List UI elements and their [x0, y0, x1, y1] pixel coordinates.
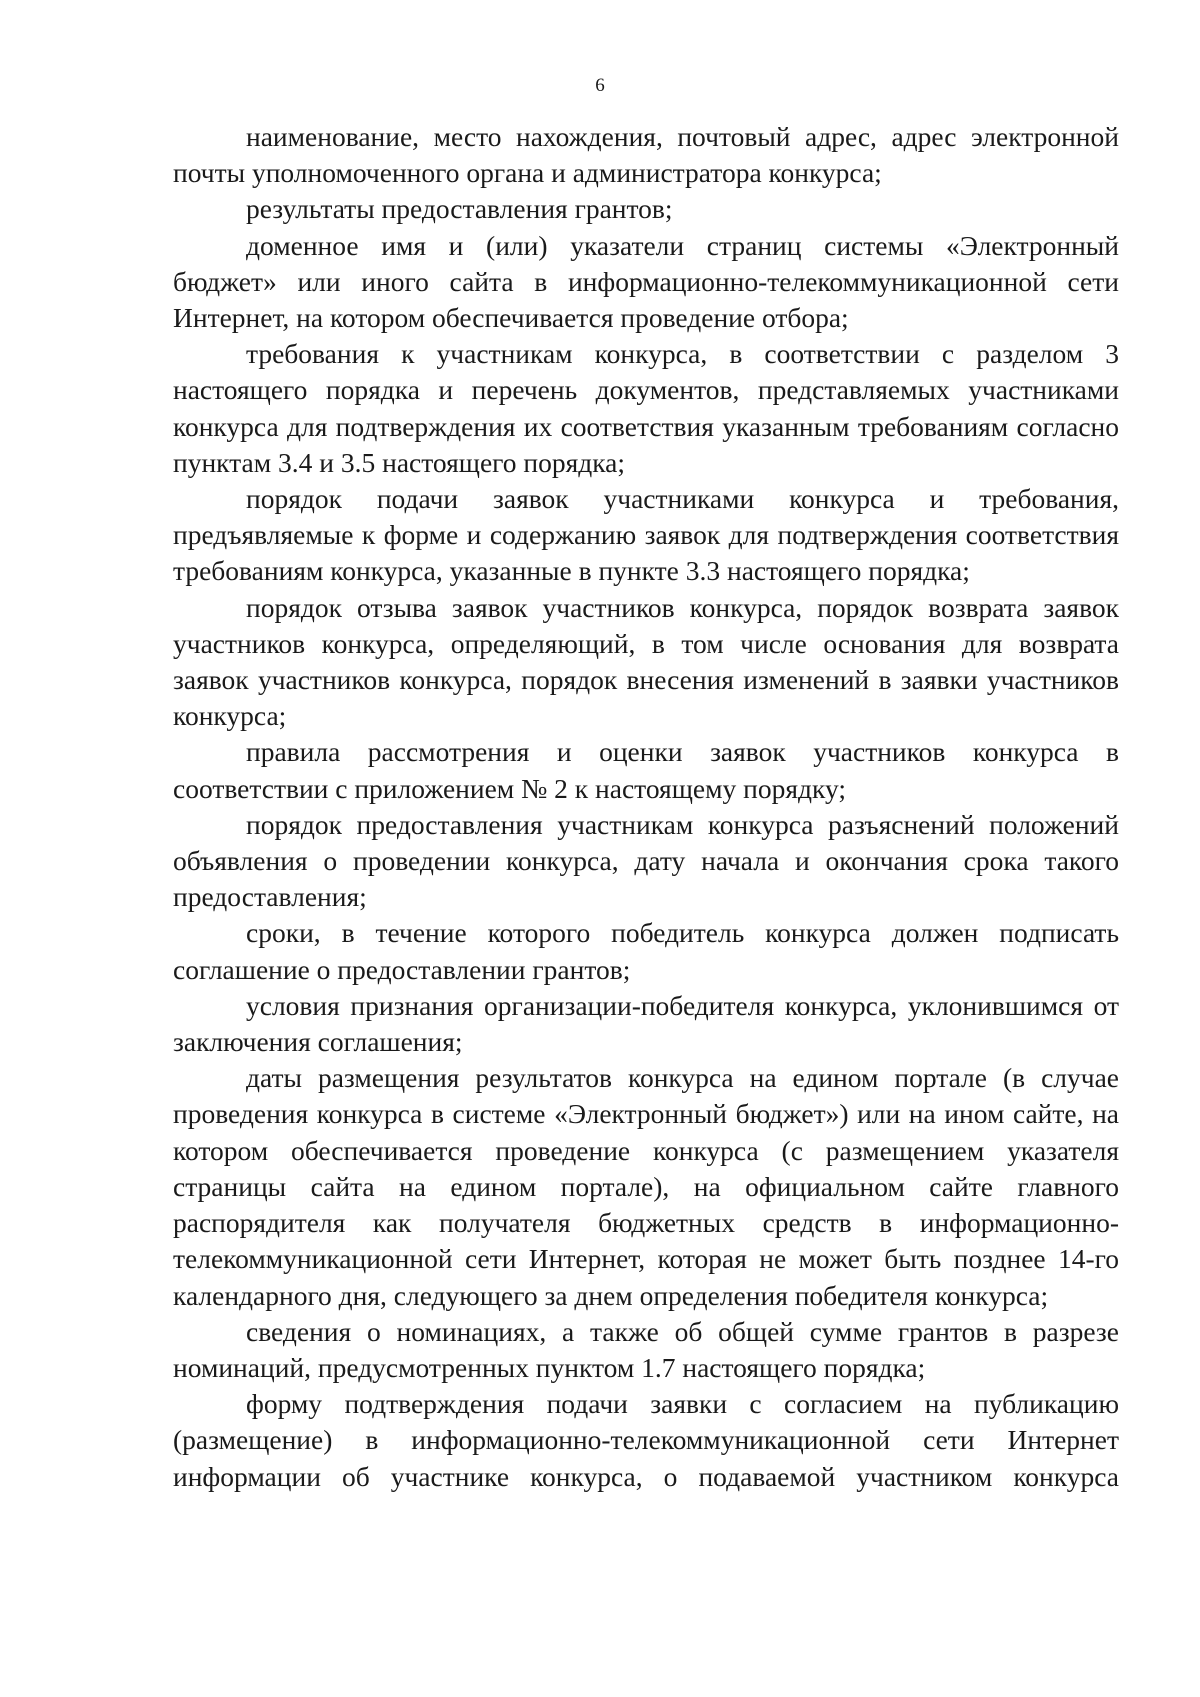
paragraph-8: порядок предоставления участникам конкурса разъяснений положений объявления о проведении конкурса, дату начала и окончания срока такого предоставления;: [173, 808, 1119, 913]
page-number: 6: [595, 75, 605, 96]
paragraph-4: требования к участникам конкурса, в соответствии с разделом 3 настоящего порядка и перечень документов, представляемых участниками конкурса для подтверждения их соответствия указанным требованиям согласно пунктам 3.4 и 3.5 настоящего порядка;: [173, 338, 1119, 478]
paragraph-12: сведения о номинациях, а также об общей сумме грантов в разрезе номинаций, предусмотренных пунктом 1.7 настоящего порядка;: [173, 1315, 1119, 1383]
paragraph-11: даты размещения результатов конкурса на едином портале (в случае проведения конкурса в системе «Электронный бюджет») или на ином сайте, на котором обеспечивается проведение конкурса (с размещением указателя страницы сайта на едином портале), на официальном сайте главного распорядителя как получателя бюджетных средств в информационно-телекоммуникационной сети Интернет, которая не может быть позднее 14-го календарного дня, следующего за днем определения победителя конкурса;: [173, 1062, 1119, 1311]
document-body: [173, 119, 1119, 1495]
paragraph-5: порядок подачи заявок участниками конкурса и требования, предъявляемые к форме и содержанию заявок для подтверждения соответствия требованиям конкурса, указанные в пункте 3.3 настоящего порядка;: [173, 483, 1119, 587]
paragraph-13: форму подтверждения подачи заявки с согласием на публикацию (размещение) в информационно-телекоммуникационной сети Интернет информации об участнике конкурса, о подаваемой участником конкурса: [173, 1388, 1119, 1492]
paragraph-9: сроки, в течение которого победитель конкурса должен подписать соглашение о предоставлении грантов;: [173, 917, 1119, 985]
paragraph-2: результаты предоставления грантов;: [246, 193, 673, 225]
paragraph-6: порядок отзыва заявок участников конкурса, порядок возврата заявок участников конкурса, определяющий, в том числе основания для возврата заявок участников конкурса, порядок внесения изменений в заявки участников конкурса;: [173, 591, 1119, 732]
paragraph-1: наименование, место нахождения, почтовый адрес, адрес электронной почты уполномоченного органа и администратора конкурса;: [173, 121, 1119, 189]
paragraph-3: доменное имя и (или) указатели страниц системы «Электронный бюджет» или иного сайта в информационно-телекоммуникационной сети Интернет, на котором обеспечивается проведение отбора;: [173, 229, 1119, 334]
paragraph-7: правила рассмотрения и оценки заявок участников конкурса в соответствии с приложением № 2 к настоящему порядку;: [173, 736, 1119, 804]
paragraph-10: условия признания организации-победителя конкурса, уклонившимся от заключения соглашения;: [173, 989, 1119, 1058]
